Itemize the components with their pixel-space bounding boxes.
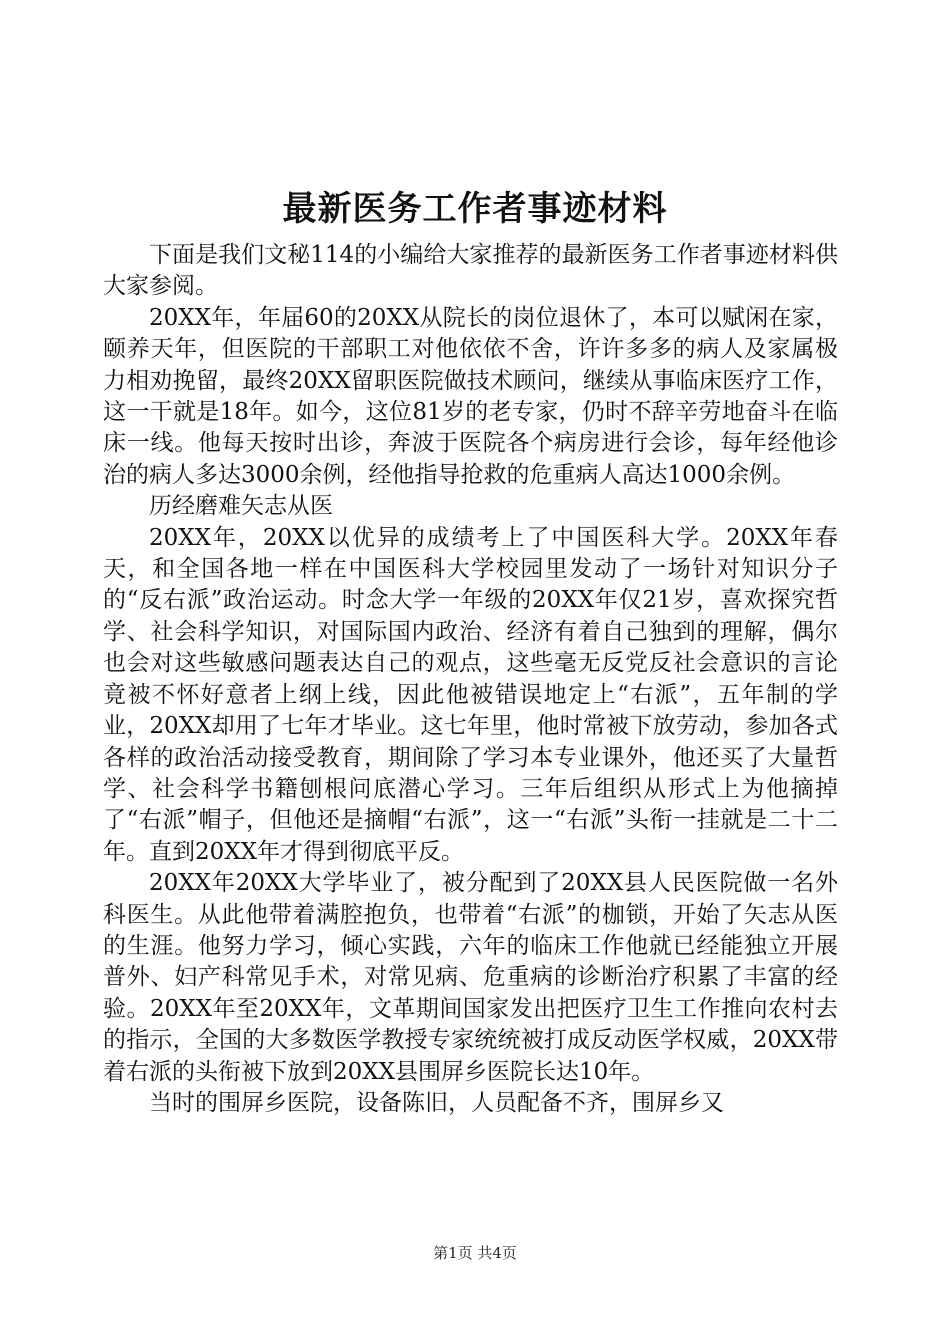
document-body <box>103 240 838 1119</box>
paragraph-university: 20XX年，20XX以优异的成绩考上了中国医科大学。20XX年春天，和全国各地一样在中国医科大学校园里发动了一场针对知识分子的“反右派”政治运动。时念大学一年级的20XX年仅21岁，喜欢探究哲学、社会科学知识，对国际国内政治、经济有着自己独到的理解，偶尔也会对这些敏感问题表达自己的观点，这些毫无反党反社会意识的言论竟被不怀好意者上纲上线，因此他被错误地定上“右派”，五年制的学业，20XX却用了七年才毕业。这七年里，他时常被下放劳动，参加各式各样的政治活动接受教育，期间除了学习本专业课外，他还买了大量哲学、社会科学书籍刨根问底潜心学习。三年后组织从形式上为他摘掉了“右派”帽子，但他还是摘帽“右派”，这一“右派”头衔一挂就是二十二年。直到20XX年才得到彻底平反。 <box>103 524 838 865</box>
page-footer: 第1页 共4页 <box>433 1244 517 1262</box>
paragraph-retirement: 20XX年，年届60的20XX从院长的岗位退休了，本可以赋闲在家，颐养天年，但医院的干部职工对他依依不舍，许许多多的病人及家属极力相劝挽留，最终20XX留职医院做技术顾问，继续从事临床医疗工作，这一干就是18年。如今，这位81岁的老专家，仍时不辞辛劳地奋斗在临床一线。他每天按时出诊，奔波于医院各个病房进行会诊，每年经他诊治的病人多达3000余例，经他指导抢救的危重病人高达1000余例。 <box>103 304 838 488</box>
paragraph-weiping: 当时的围屏乡医院，设备陈旧，人员配备不齐，围屏乡又 <box>149 1089 724 1116</box>
section-heading: 历经磨难矢志从医 <box>149 493 333 520</box>
document-title: 最新医务工作者事迹材料 <box>282 189 668 229</box>
paragraph-career: 20XX年20XX大学毕业了，被分配到了20XX县人民医院做一名外科医生。从此他带着满腔抱负，也带着“右派”的枷锁，开始了矢志从医的生涯。他努力学习，倾心实践，六年的临床工作他就已经能独立开展普外、妇产科常见手术，对常见病、危重病的诊断治疗积累了丰富的经验。20XX年至20XX年，文革期间国家发出把医疗卫生工作推向农村去的指示，全国的大多数医学教授专家统统被打成反动医学权威，20XX带着右派的头衔被下放到20XX县围屏乡医院长达10年。 <box>103 870 838 1085</box>
paragraph-intro: 下面是我们文秘114的小编给大家推荐的最新医务工作者事迹材料供大家参阅。 <box>103 242 838 300</box>
